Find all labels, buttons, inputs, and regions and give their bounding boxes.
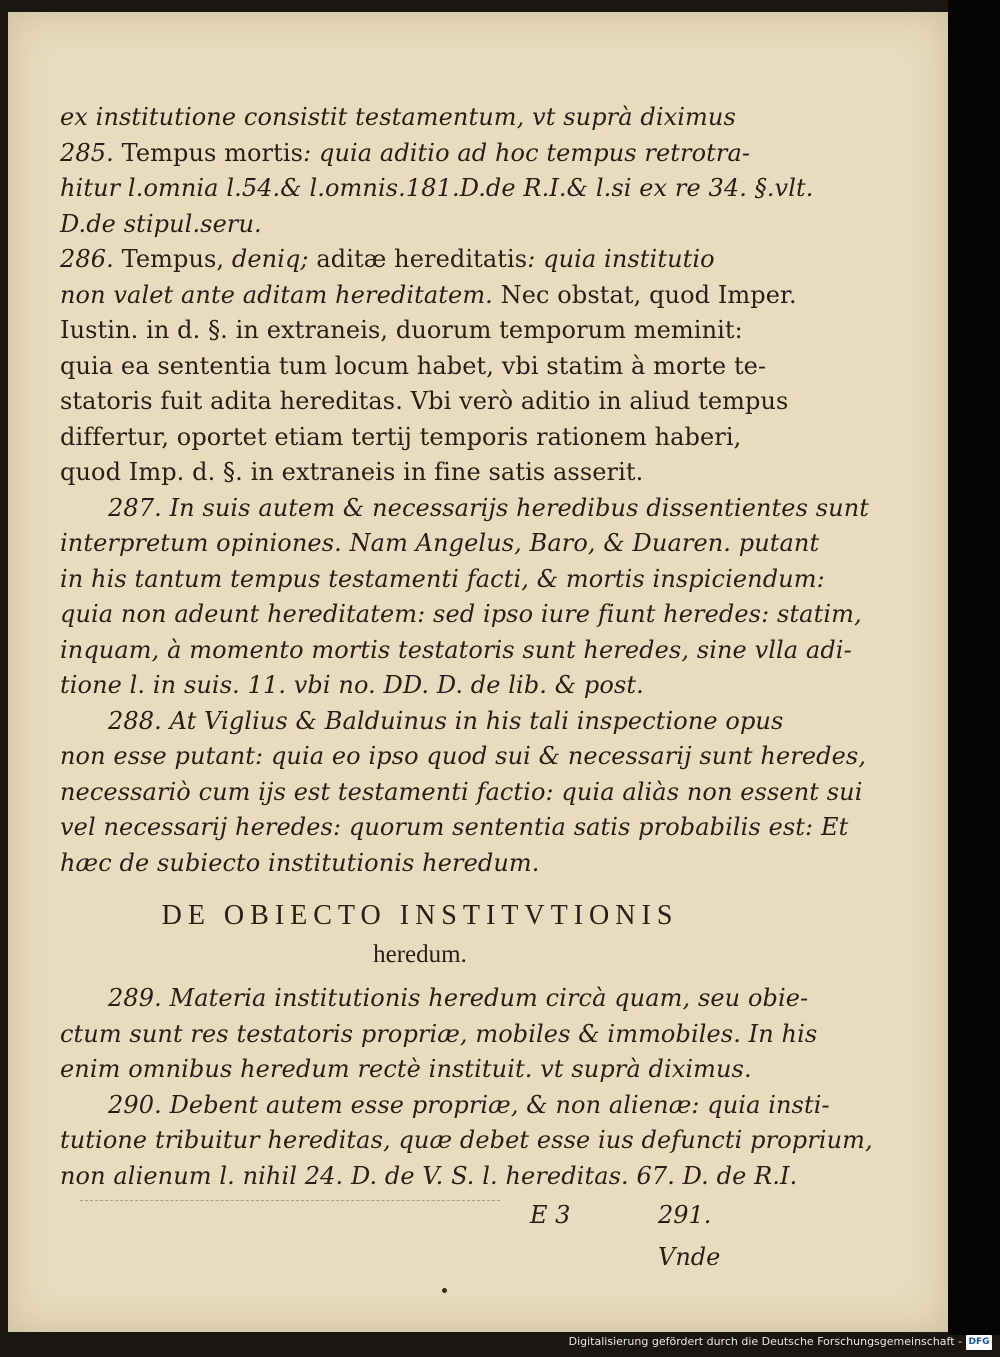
text-line <box>60 981 809 1017</box>
text-segment: inquam, à momento mortis testatoris sunt heredes, sine vlla adi- <box>60 635 852 664</box>
dfg-logo: DFG <box>966 1335 992 1350</box>
text-segment: quia ea sententia tum locum habet, vbi statim à morte te- <box>60 351 767 380</box>
funding-credit: Digitalisierung gefördert durch die Deutsche Forschungsgemeinschaft - <box>568 1335 962 1348</box>
text-line <box>60 1017 818 1053</box>
text-segment: Nec obstat, quod Imper. <box>492 280 797 309</box>
text-segment: Iustin. in d. §. in extraneis, duorum temporum meminit: <box>60 316 743 344</box>
paragraphs-before-heading <box>60 100 870 881</box>
text-line <box>60 278 797 314</box>
page-edge-shadow <box>948 0 1000 1335</box>
text-segment: non valet ante aditam hereditatem. <box>60 280 493 309</box>
text-line <box>60 668 780 704</box>
catchword: 291. Vnde <box>658 1201 721 1271</box>
text-line <box>60 597 862 633</box>
text-line <box>60 526 820 562</box>
text-segment: in his tantum tempus testamenti facti, & mortis inspiciendum: <box>60 564 825 593</box>
text-segment: quia non adeunt hereditatem: sed ipso iure fiunt heredes: statim, <box>60 600 862 628</box>
page-footer-line <box>60 1194 780 1271</box>
ink-dot <box>442 1288 447 1293</box>
text-segment: non esse putant: quia eo ipso quod sui & necessarij sunt heredes, <box>60 742 867 770</box>
text-segment: vel necessarij heredes: quorum sententia satis probabilis est: Et <box>60 813 849 841</box>
book-page <box>8 12 948 1332</box>
text-segment: tutione tribuitur hereditas, quæ debet esse ius defuncti proprium, <box>60 1126 873 1154</box>
text-line <box>60 420 780 456</box>
section-heading: DE OBIECTO INSTITVTIONIS <box>161 900 679 931</box>
text-segment: ctum sunt res testatoris propriæ, mobiles & immobiles. In his <box>60 1019 818 1048</box>
text-line <box>60 384 789 420</box>
text-line <box>60 349 780 385</box>
text-segment: differtur, oportet etiam tertij temporis rationem haberi, <box>60 422 742 451</box>
text-segment: ex institutione consistit testamentum, vt suprà diximus <box>60 103 736 131</box>
text-segment: interpretum opiniones. Nam Angelus, Baro, & Duaren. putant <box>60 529 820 557</box>
text-line <box>60 491 870 527</box>
text-line <box>60 1123 873 1159</box>
text-line <box>60 136 780 172</box>
text-line <box>60 1088 830 1124</box>
page-text <box>60 100 873 1271</box>
text-line <box>60 704 784 740</box>
footer-rule <box>80 1200 500 1201</box>
text-segment: : quia institutio <box>527 245 715 273</box>
text-line <box>60 100 780 136</box>
text-segment: 285. <box>60 138 114 167</box>
text-segment: D.de stipul.seru. <box>60 209 262 238</box>
text-segment: hitur l.omnia l.54.& l.omnis.181.D.de R.I.& l.si ex re 34. §.vlt. <box>60 174 814 202</box>
text-line <box>60 207 780 243</box>
text-line <box>60 1159 798 1195</box>
text-line <box>60 455 780 491</box>
text-line <box>60 810 849 846</box>
text-segment: tione l. in suis. 11. vbi no. DD. D. de lib. & post. <box>60 671 644 699</box>
text-segment: deniq; <box>231 245 309 273</box>
text-line <box>60 171 814 207</box>
section-subheading: heredum. <box>373 941 467 968</box>
text-segment: : quia aditio ad hoc tempus retrotra- <box>303 138 751 167</box>
text-segment: non alienum l. nihil 24. D. de V. S. l. hereditas. 67. D. de R.I. <box>60 1161 798 1190</box>
text-segment: 287. In suis autem & necessarijs heredibus dissentientes sunt <box>108 493 870 522</box>
text-segment: Tempus mortis <box>113 138 304 167</box>
text-segment: Tempus, <box>113 245 232 273</box>
text-segment: aditæ hereditatis <box>308 245 528 273</box>
text-segment: quod Imp. d. §. in extraneis in fine satis asserit. <box>60 458 644 486</box>
text-segment: 286. <box>60 245 114 273</box>
text-line <box>60 633 852 669</box>
text-segment: 288. At Viglius & Balduinus in his tali inspectione opus <box>108 706 784 735</box>
text-line <box>60 1052 780 1088</box>
text-segment: hæc de subiecto institutionis heredum. <box>60 848 540 877</box>
text-line <box>60 242 780 278</box>
text-line <box>60 562 825 598</box>
text-line <box>60 846 780 882</box>
signature-mark: E 3 <box>530 1201 571 1229</box>
text-segment: 290. Debent autem esse propriæ, & non alienæ: quia insti- <box>108 1090 830 1119</box>
text-segment: 289. Materia institutionis heredum circà quam, seu obie- <box>108 984 809 1012</box>
text-line <box>60 739 867 775</box>
text-segment: necessariò cum ijs est testamenti factio: quia aliàs non essent sui <box>60 777 863 806</box>
text-line <box>60 313 780 349</box>
text-line <box>60 775 863 811</box>
text-segment: enim omnibus heredum rectè instituit. vt suprà diximus. <box>60 1055 752 1083</box>
paragraphs-after-heading <box>60 981 873 1194</box>
text-segment: statoris fuit adita hereditas. Vbi verò aditio in aliud tempus <box>60 387 789 415</box>
